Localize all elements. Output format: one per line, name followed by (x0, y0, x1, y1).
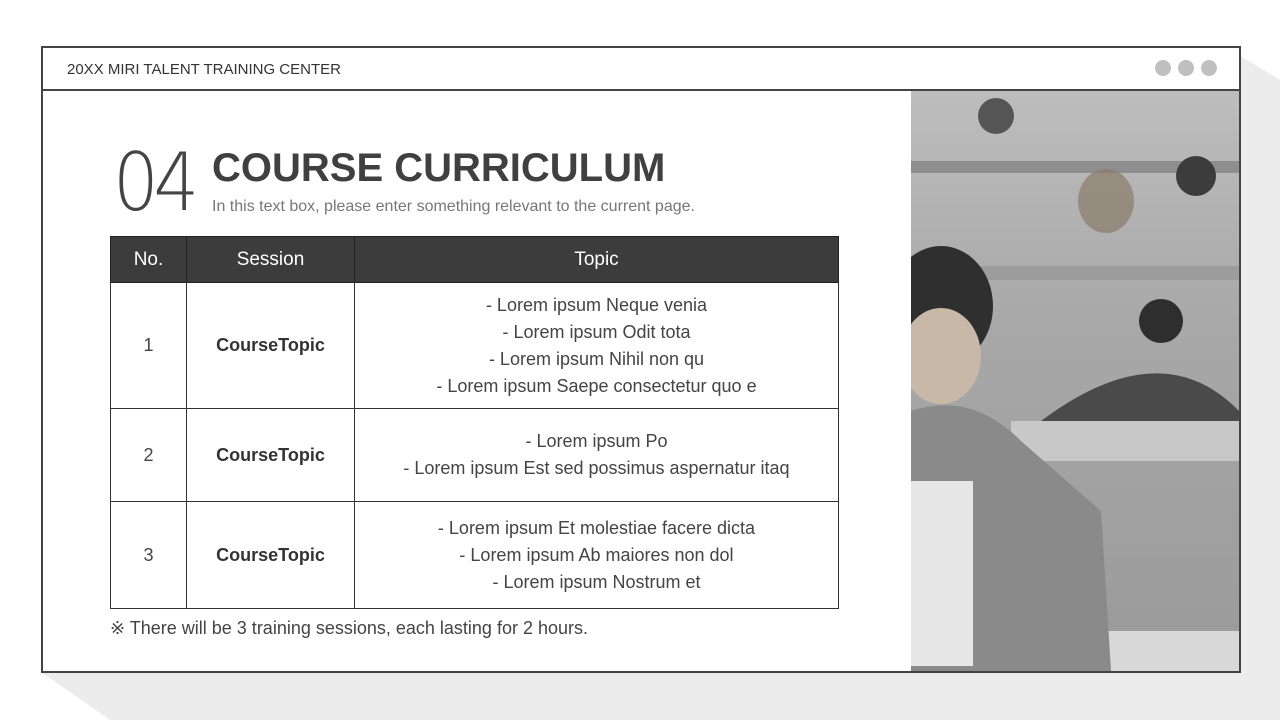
slide-frame (41, 46, 1241, 673)
topic-item: - Lorem ipsum Saepe consectetur quo e (436, 375, 757, 396)
table-header-row (111, 237, 839, 283)
topic-item: - Lorem ipsum Est sed possimus aspernatur itaq (403, 458, 790, 478)
header-topic: Topic (355, 237, 839, 283)
classroom-photo (911, 91, 1239, 671)
topic-item: - Lorem ipsum Et molestiae facere dicta (437, 517, 756, 538)
footnote: ※ There will be 3 training sessions, each lasting for 2 hours. (110, 618, 588, 638)
page-subtitle: In this text box, please enter something relevant to the current page. (212, 198, 695, 215)
row-no: 2 (111, 409, 187, 502)
page-title: COURSE CURRICULUM (212, 146, 666, 190)
topic-item: - Lorem ipsum Nihil non qu (488, 348, 705, 369)
topic-item: - Lorem ipsum Neque venia (485, 294, 708, 315)
table-row (111, 502, 839, 609)
row-no: 1 (111, 283, 187, 409)
brand-title: 20XX MIRI TALENT TRAINING CENTER (67, 61, 341, 78)
header-session: Session (187, 237, 355, 283)
row-session: CourseTopic (187, 409, 355, 502)
dot-icon (1178, 60, 1194, 76)
photo-illustration (911, 91, 1239, 671)
topic-item: - Lorem ipsum Po (525, 431, 668, 451)
row-session: CourseTopic (187, 283, 355, 409)
title-bar (43, 48, 1239, 91)
header-no: No. (111, 237, 187, 283)
window-dots (1155, 60, 1217, 76)
row-topics (355, 409, 839, 502)
dot-icon (1201, 60, 1217, 76)
topic-item: - Lorem ipsum Ab maiores non dol (459, 544, 734, 565)
table-row (111, 283, 839, 409)
slide-number: 04 (113, 136, 194, 229)
topic-item: - Lorem ipsum Nostrum et (492, 571, 701, 592)
dot-icon (1155, 60, 1171, 76)
row-topics (355, 283, 839, 409)
topic-item: - Lorem ipsum Odit tota (502, 321, 691, 342)
table-row (111, 409, 839, 502)
row-topics (355, 502, 839, 609)
row-no: 3 (111, 502, 187, 609)
row-session: CourseTopic (187, 502, 355, 609)
curriculum-table (110, 236, 839, 609)
